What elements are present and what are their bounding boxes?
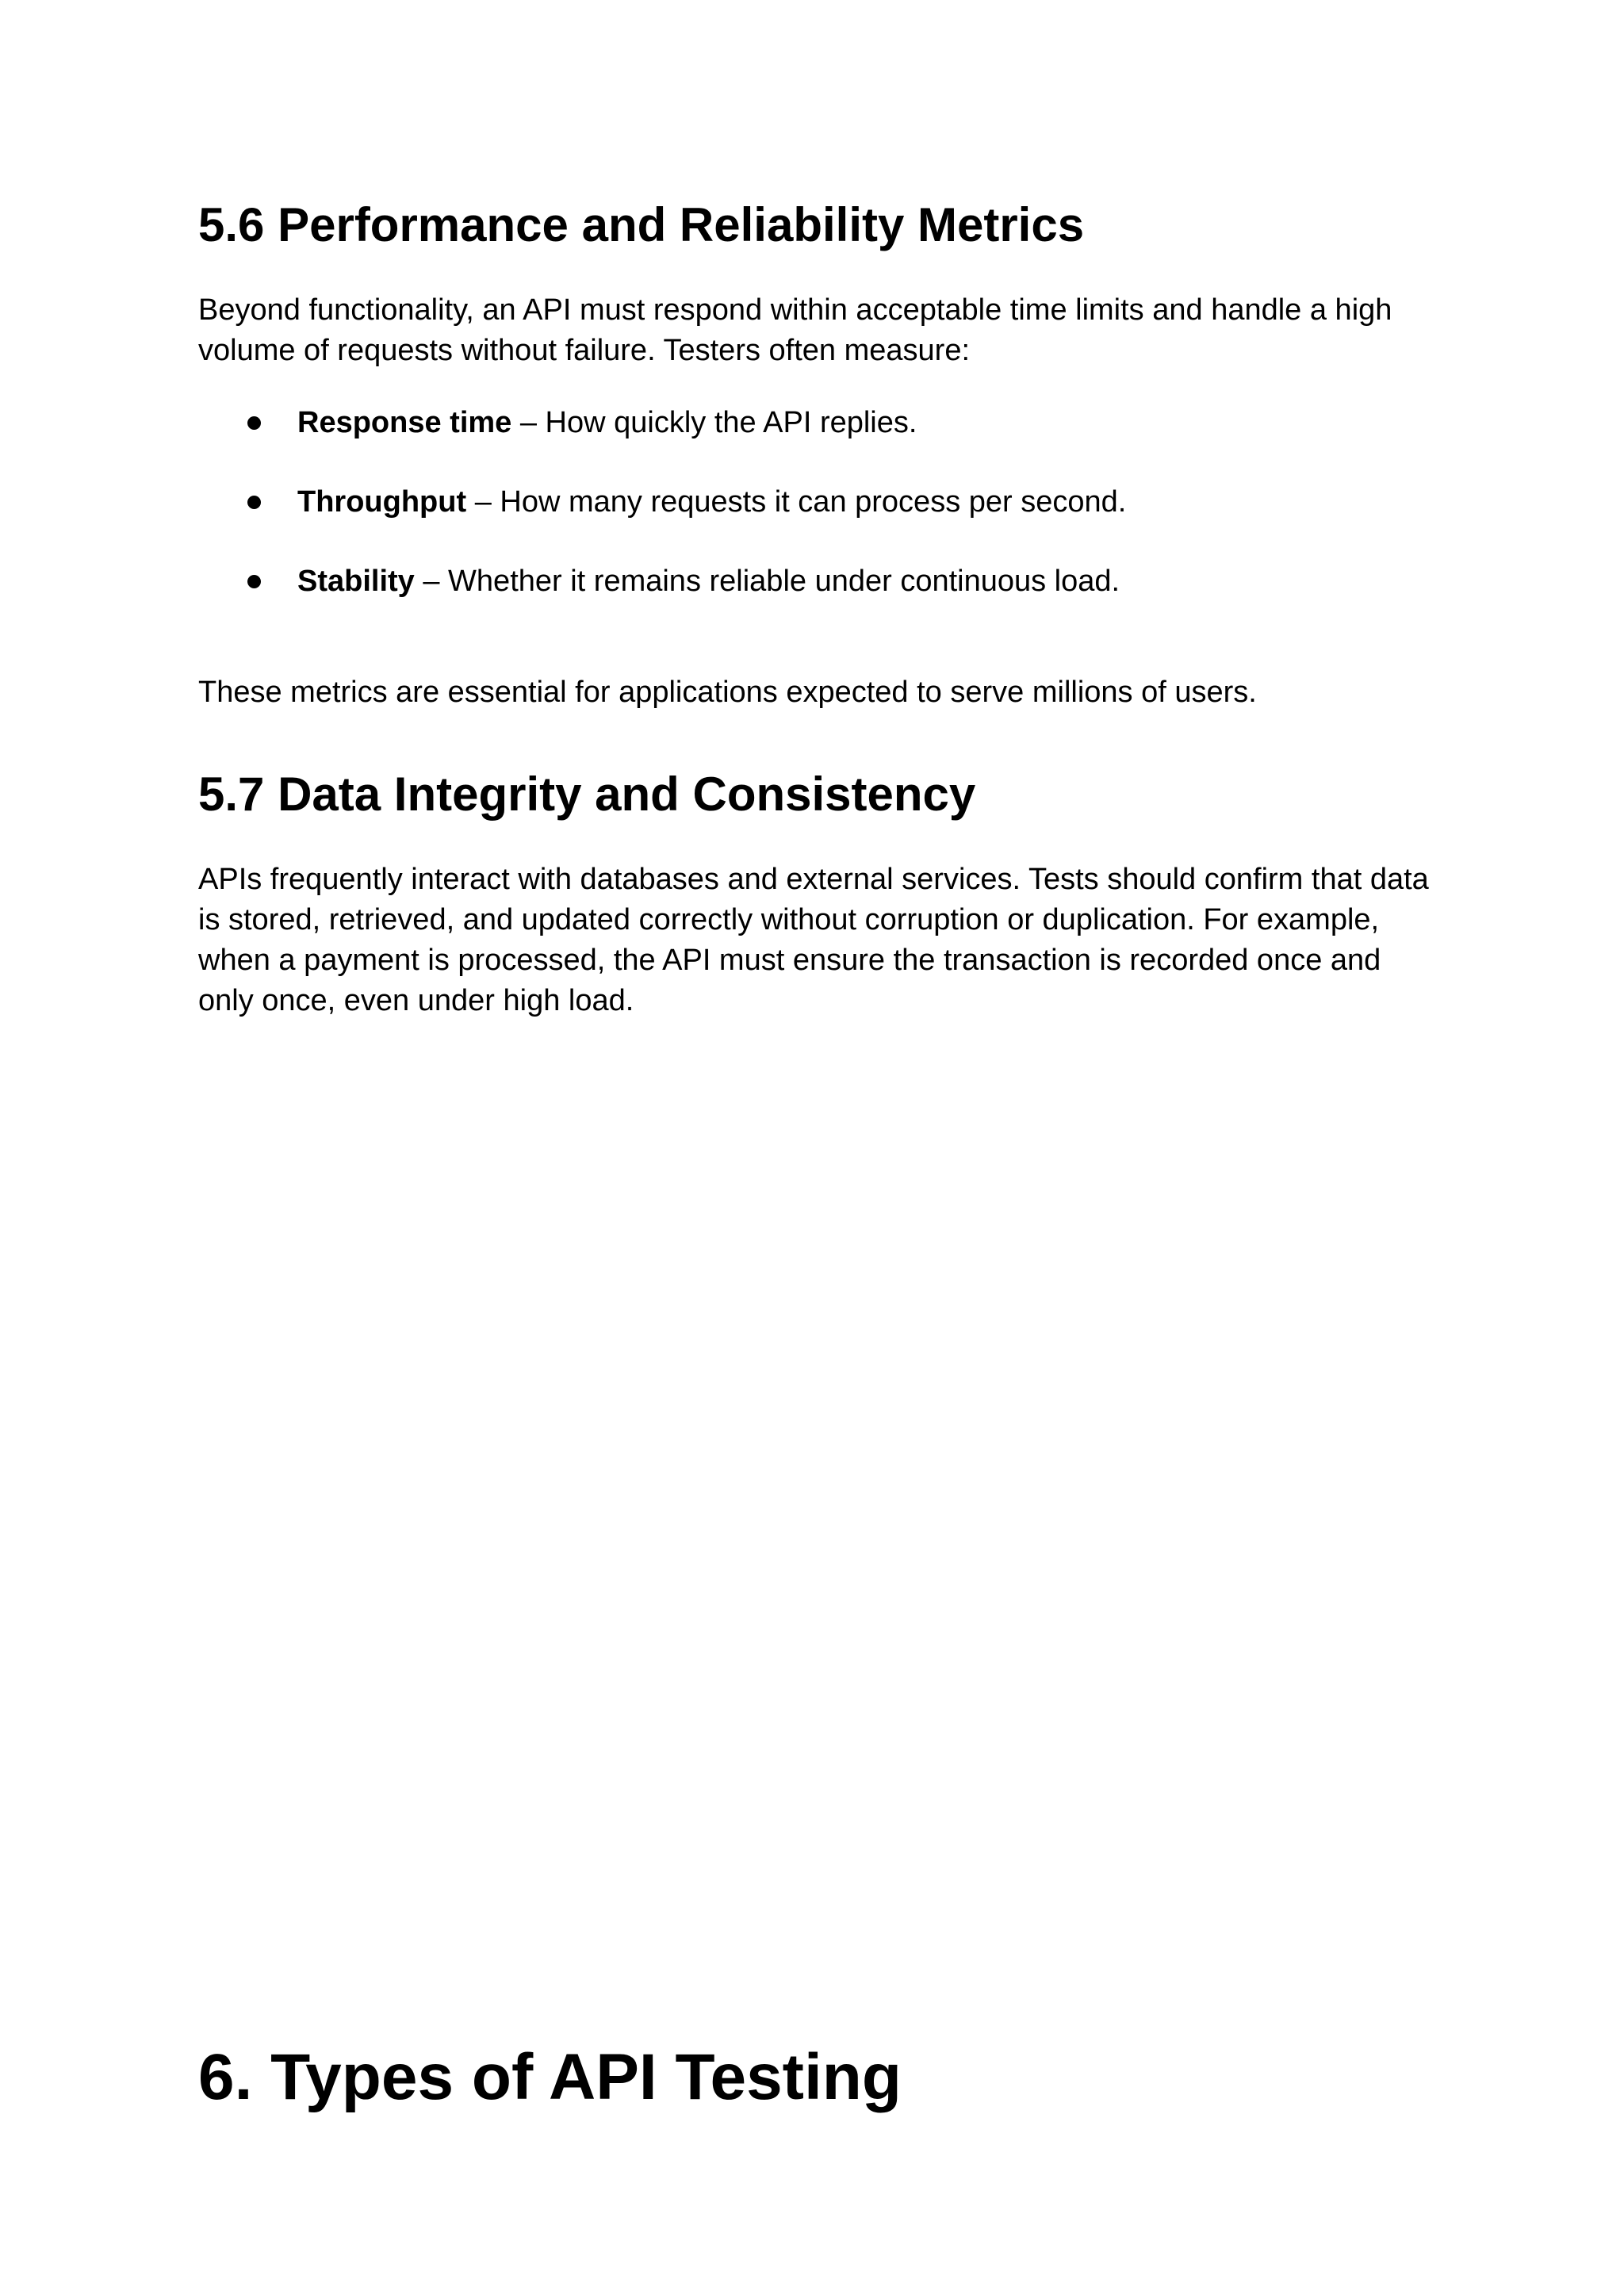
intro-paragraph <box>198 290 1443 371</box>
bullet-icon <box>247 416 261 430</box>
section-5-6-closing <box>198 672 1443 713</box>
metric-description: – Whether it remains reliable under continuous load. <box>414 565 1120 598</box>
section-heading: 5.6 Performance and Reliability Metrics <box>198 198 1085 251</box>
paragraph-line: These metrics are essential for applications expected to serve millions of users. <box>198 676 1257 709</box>
paragraph-line: is stored, retrieved, and updated correctly without corruption or duplication. For example, <box>198 903 1380 936</box>
bullet-icon <box>247 496 261 509</box>
metric-term: Throughput <box>297 485 467 519</box>
paragraph-line: APIs frequently interact with databases and external services. Tests should confirm that data <box>198 863 1429 896</box>
section-5-7-heading-block <box>198 766 1443 823</box>
metric-term: Stability <box>297 565 415 598</box>
section-5-7-body <box>198 860 1443 1021</box>
bullet-icon <box>247 575 261 588</box>
metric-term: Response time <box>297 406 512 439</box>
paragraph-line: when a payment is processed, the API must ensure the transaction is recorded once and <box>198 944 1381 977</box>
section-6-heading-block <box>198 2038 1443 2117</box>
section-5-6-intro <box>198 290 1443 371</box>
metric-description: – How quickly the API replies. <box>511 406 917 439</box>
section-5-6-heading-block <box>198 197 1443 254</box>
section-heading: 5.7 Data Integrity and Consistency <box>198 768 976 821</box>
paragraph-line: Beyond functionality, an API must respond within acceptable time limits and handle a high <box>198 293 1392 327</box>
body-paragraph <box>198 860 1443 1021</box>
chapter-heading: 6. Types of API Testing <box>198 2041 902 2113</box>
closing-paragraph <box>198 672 1443 713</box>
metric-description: – How many requests it can process per second. <box>466 485 1127 519</box>
paragraph-line: only once, even under high load. <box>198 984 634 1017</box>
paragraph-line: volume of requests without failure. Testers often measure: <box>198 334 971 367</box>
